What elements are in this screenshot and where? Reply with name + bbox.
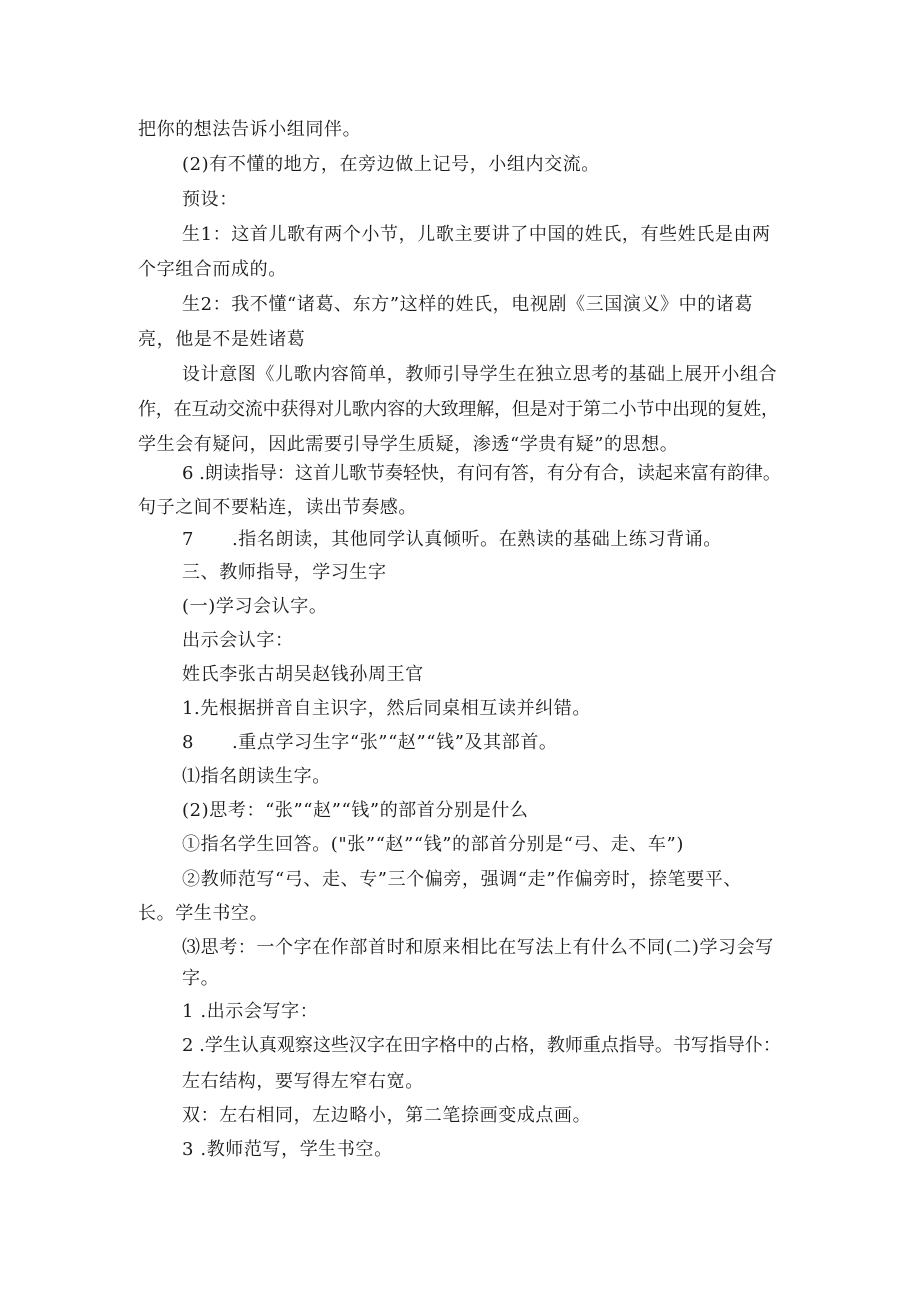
text-line: ①指名学生回答。("张”“赵”“钱”的部首分别是“弓、走、车”) [182,834,684,855]
text-line: 生1：这首儿歌有两个小节，儿歌主要讲了中国的姓氏，有些姓氏是由两 [182,224,771,245]
text-line: 8 .重点学习生字“张”“赵”“钱”及其部首。 [182,732,558,753]
text-line: 2 .学生认真观察这些汉字在田字格中的占格，教师重点指导。书写指导仆： [182,1035,781,1056]
text-line: 把你的想法告诉小组同伴。 [138,119,362,140]
text-line: 亮，他是不是姓诸葛 [138,329,306,350]
text-line: 出示会认字： [182,630,294,651]
text-line: 双：左右相同，左边略小，第二笔捺画变成点画。 [182,1105,592,1126]
text-line: 字。 [182,968,220,989]
text-line: (2)思考：“张”“赵”“钱”的部首分别是什么 [182,800,529,821]
text-line: 个字组合而成的。 [138,259,287,280]
text-line: 1 .出示会写字： [182,1001,319,1022]
text-line: ⑴指名朗读生字。 [182,766,331,787]
text-line: ②教师范写“弓、走、专”三个偏旁，强调“走”作偏旁时，捺笔要平、 [182,869,743,890]
text-line: 设计意图《儿歌内容简单，教师引导学生在独立思考的基础上展开小组合 [182,364,778,385]
text-line: ⑶思考：一个字在作部首时和原来相比在写法上有什么不同(二)学习会写 [182,937,774,958]
text-line: 预设： [182,189,238,210]
text-line: 句子之间不要粘连，读出节奏感。 [138,497,417,518]
text-line: 作，在互动交流中获得对儿歌内容的大致理解，但是对于第二小节中出现的复姓， [138,399,779,420]
text-line: 1.先根据拼音自主识字，然后同桌相互读并纠错。 [182,698,591,719]
subsection-heading: (一)学习会认字。 [182,596,328,617]
text-line: 生2：我不懂“诸葛、东方”这样的姓氏，电视剧《三国演义》中的诸葛 [182,294,754,315]
character-list: 姓氏李张古胡吴赵钱孙周王官 [182,664,424,685]
text-line: 长。学生书空。 [138,903,269,924]
text-line: 学生会有疑问，因此需要引导学生质疑，渗透“学贵有疑”的思想。 [138,434,679,455]
text-line: (2)有不懂的地方，在旁边做上记号，小组内交流。 [182,154,600,175]
text-line: 6 .朗读指导：这首儿歌节奏轻快，有问有答，有分有合，读起来富有韵律。 [182,463,781,484]
text-line: 7 .指名朗读，其他同学认真倾听。在熟读的基础上练习背诵。 [182,529,722,550]
text-line: 3 .教师范写，学生书空。 [182,1139,393,1160]
text-line: 左右结构，要写得左窄右宽。 [182,1071,424,1092]
section-heading: 三、教师指导，学习生字 [182,562,387,583]
